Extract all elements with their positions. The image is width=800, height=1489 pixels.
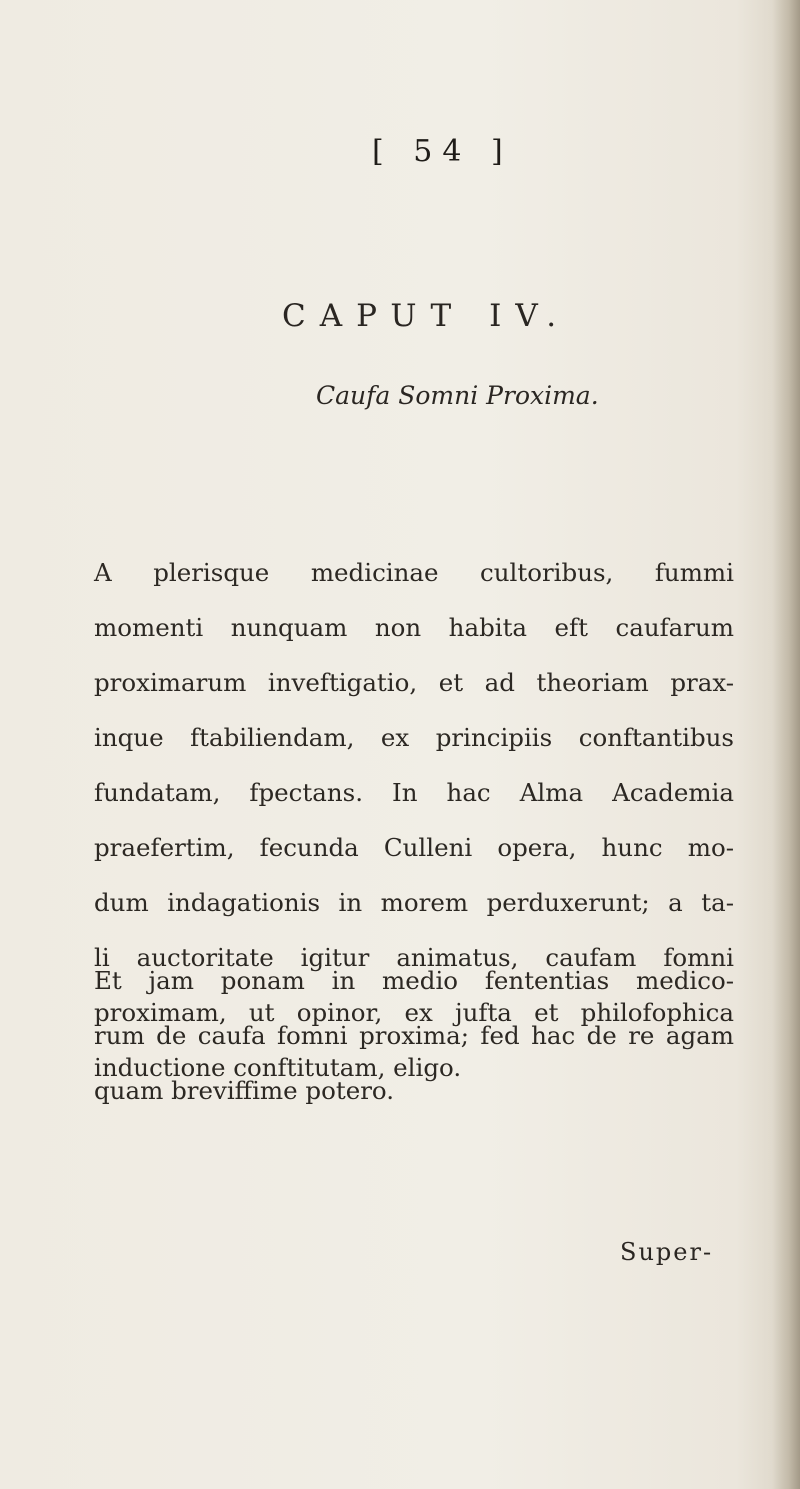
paragraph-2 [94, 953, 734, 1118]
chapter-heading: CAPUT IV. [282, 298, 571, 334]
text-line: fundatam, fpectans. In hac Alma Academia [94, 778, 734, 807]
text-line: dum indagationis in morem perduxerunt; a ta- [94, 888, 734, 917]
page-number: [ 54 ] [372, 134, 513, 169]
catchword: Super- [620, 1238, 714, 1266]
text-line: quam breviffime potero. [94, 1076, 395, 1105]
text-line: momenti nunquam non habita eft caufarum [94, 613, 734, 642]
text-line: proximarum inveftigatio, et ad theoriam prax- [94, 668, 734, 697]
chapter-subtitle: Caufa Somni Proxima. [316, 381, 599, 410]
text-line: praefertim, fecunda Culleni opera, hunc mo- [94, 833, 734, 862]
text-line: inque ftabiliendam, ex principiis conftantibus [94, 723, 734, 752]
text-line: inductione conftitutam, eligo. [94, 1053, 462, 1082]
text-line: rum de caufa fomni proxima; fed hac de re agam [94, 1021, 734, 1050]
text-line: Et jam ponam in medio fententias medico- [94, 966, 734, 995]
text-line: A plerisque medicinae cultoribus, fummi [94, 558, 734, 587]
text-line: li auctoritate igitur animatus, caufam fomni [94, 943, 734, 972]
page-edge-shadow [772, 0, 800, 1489]
text-line: proximam, ut opinor, ex jufta et philofophica [94, 998, 734, 1027]
